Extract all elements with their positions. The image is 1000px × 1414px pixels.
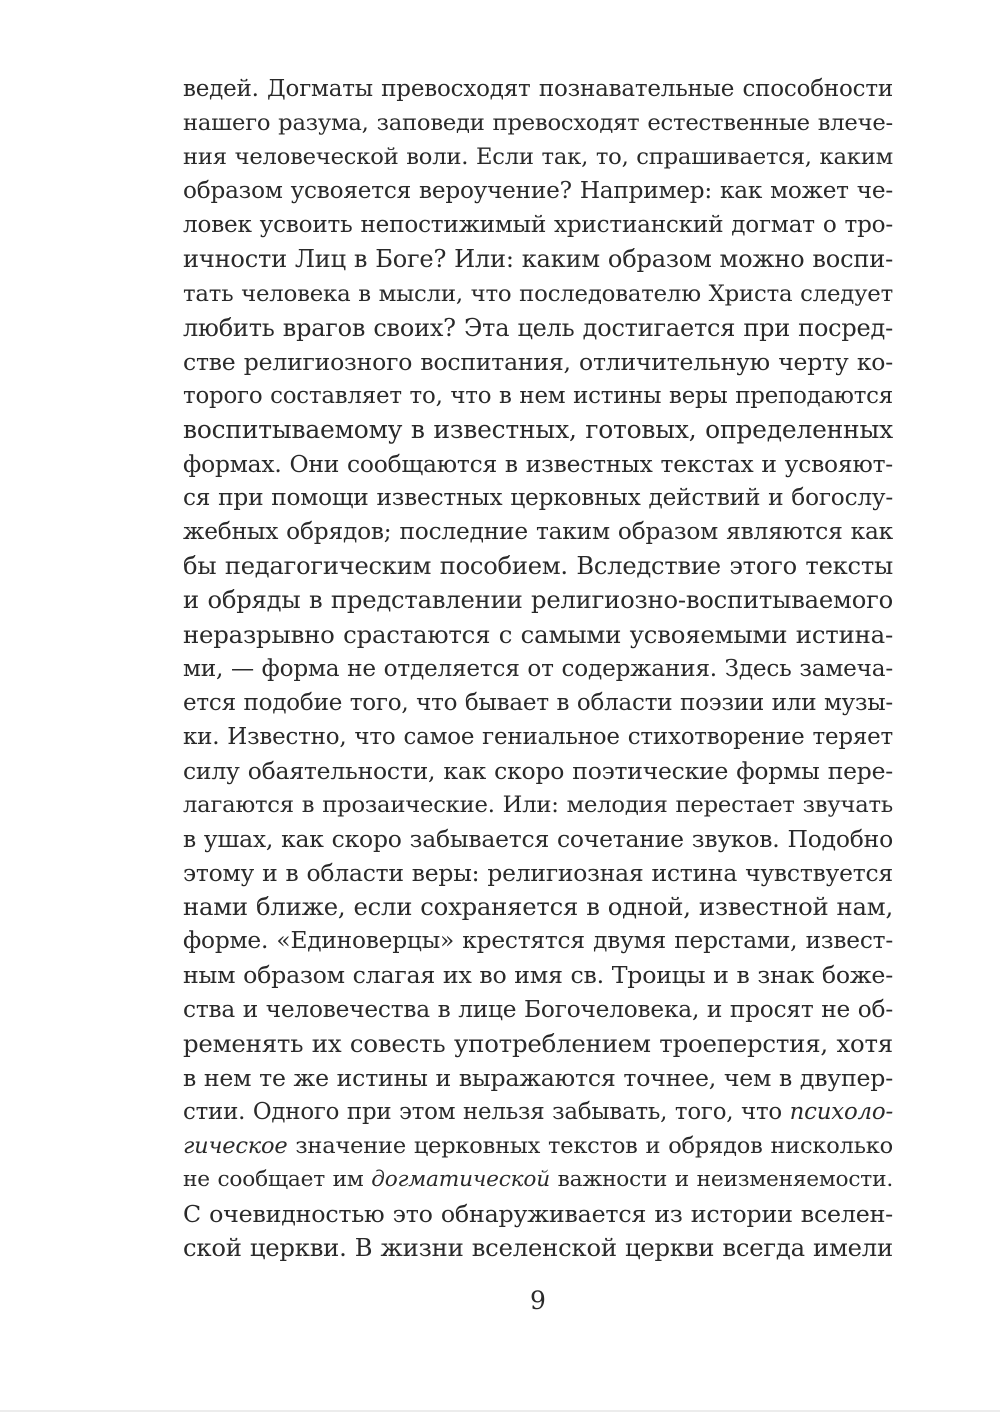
body-text [183,72,893,1265]
text-line-26: форме. «Единоверцы» крестятся двумя перстами, извест- [183,927,893,955]
text-line-22: лагаются в прозаические. Или: мелодия перестает звучать [183,791,893,818]
page-bottom-edge [0,1410,1000,1412]
text-line-1: ведей. Догматы превосходят познавательные способности [183,76,893,102]
text-line-10: торого составляет то, что в нем истины веры преподаются [183,382,893,409]
text-line-28: ства и человечества в лице Богочеловека, и просят не об- [183,995,893,1023]
text-line-12: формах. Они сообщаются в известных текстах и усвояют- [183,450,893,479]
text-line-32 [183,1129,893,1163]
text-line-23: в ушах, как скоро забывается сочетание звуков. Подобно [183,825,893,854]
text-line-33-part-a: не сообщает им [183,1167,372,1192]
text-line-33-part-b: важности и неизменяемости. [549,1167,894,1192]
text-line-13: ся при помощи известных церковных действий и богослу- [183,484,893,512]
text-line-20: ки. Известно, что самое гениальное стихотворение теряет [183,723,893,750]
text-line-9: стве религиозного воспитания, отличительную черту ко- [183,347,893,376]
text-line-24: этому и в области веры: религиозная истина чувствуется [183,859,893,888]
text-line-33 [183,1163,893,1197]
text-line-27: ным образом слагая их во имя св. Троицы и в знак боже- [183,961,893,990]
emphasis-dogmatic: догматической [371,1167,550,1192]
text-line-11: воспитываемому в известных, готовых, определенных [183,414,893,444]
text-line-3: ния человеческой воли. Если так, то, спрашивается, каким [183,144,893,171]
text-line-19: ется подобие того, что бывает в области поэзии или музы- [183,689,893,716]
emphasis-psychological-2: гическое [183,1132,288,1159]
text-line-30: в нем те же истины и выражаются точнее, чем в двупер- [183,1063,893,1092]
text-line-18: ми, — форма не отделяется от содержания. Здесь замеча- [183,655,893,682]
text-line-31-part: стии. Одного при этом нельзя забывать, того, что [183,1098,790,1125]
text-line-6: ичности Лиц в Боге? Или: каким образом можно воспи- [183,245,893,274]
page-number: 9 [530,1286,546,1315]
text-line-35: ской церкви. В жизни вселенской церкви всегда имели [183,1233,893,1263]
text-line-17: неразрывно срастаются с самыми усвояемыми истина- [183,619,893,649]
text-line-16: и обряды в представлении религиозно-воспитываемого [183,585,893,615]
text-line-15: бы педагогическим пособием. Вследствие этого тексты [183,552,893,581]
emphasis-psychological-1: психоло- [789,1098,893,1125]
text-line-31 [183,1095,893,1129]
text-line-34: С очевидностью это обнаруживается из истории вселен- [183,1200,893,1229]
text-line-25: нами ближе, если сохраняется в одной, известной нам, [183,892,893,922]
text-line-29: ременять их совесть употреблением троеперстия, хотя [183,1028,893,1058]
text-line-21: силу обаятельности, как скоро поэтические формы пере- [183,756,893,785]
text-line-7: тать человека в мысли, что последователю Христа следует [183,280,893,307]
text-line-32-part: значение церковных текстов и обрядов нисколько [287,1132,893,1159]
text-line-2: нашего разума, заповеди превосходят естественные влече- [183,110,893,137]
text-line-14: жебных обрядов; последние таким образом являются как [183,518,893,546]
text-line-4: образом усвояется вероучение? Например: как может че- [183,178,893,205]
text-line-8: любить врагов своих? Эта цель достигается при посред- [183,313,893,342]
text-line-5: ловек усвоить непостижимый христианский догмат о тро- [183,212,893,239]
